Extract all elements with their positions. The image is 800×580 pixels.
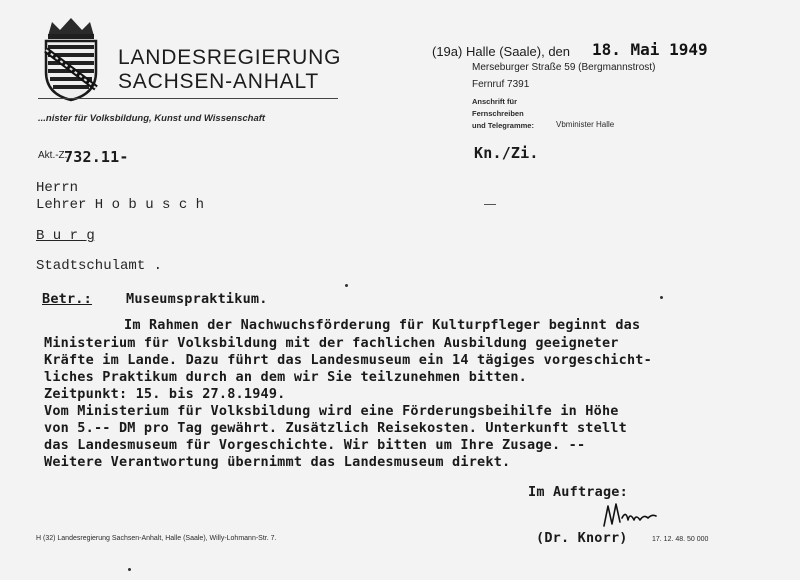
- signer-name: (Dr. Knorr): [536, 530, 628, 546]
- handwritten-signature: [600, 500, 658, 534]
- body-line-2: Ministerium für Volksbildung mit der fachlichen Ausbildung geeigneter: [44, 335, 619, 351]
- phone-number: Fernruf 7391: [472, 79, 530, 90]
- body-line-7: von 5.-- DM pro Tag gewährt. Zusätzlich Reisekosten. Unterkunft stellt: [44, 420, 627, 436]
- recipient-salutation: Herrn: [36, 180, 79, 196]
- street-address: Merseburger Straße 59 (Bergmannstrost): [472, 62, 656, 73]
- file-reference-label: Akt.-Z.: [38, 150, 68, 161]
- file-reference-value: 732.11-: [64, 148, 129, 166]
- place-prefix: (19a) Halle (Saale), den: [432, 44, 571, 59]
- contact-label-3: und Telegramme:: [472, 121, 534, 130]
- letterhead-rule: [38, 98, 338, 99]
- recipient-city: B u r g: [36, 228, 95, 244]
- body-line-9: Weitere Verantwortung übernimmt das Landesmuseum direkt.: [44, 454, 511, 470]
- coat-of-arms-crest: [38, 14, 104, 102]
- ministry-name: ...nister für Volksbildung, Kunst und Wissenschaft: [38, 113, 266, 124]
- recipient-department: Stadtschulamt .: [36, 258, 163, 274]
- printer-imprint: H (32) Landesregierung Sachsen-Anhalt, Halle (Saale), Willy-Lohmann-Str. 7.: [36, 535, 277, 542]
- subject-label: Betr.:: [42, 291, 92, 307]
- contact-label-1: Anschrift für: [472, 97, 517, 106]
- body-line-6: Vom Ministerium für Volksbildung wird eine Förderungsbeihilfe in Höhe: [44, 403, 619, 419]
- body-line-3: Kräfte im Lande. Dazu führt das Landesmuseum ein 14 tägiges vorgeschicht-: [44, 352, 652, 368]
- organization-name-line1: LANDESREGIERUNG: [118, 46, 342, 69]
- body-line-5: Zeitpunkt: 15. bis 27.8.1949.: [44, 386, 286, 402]
- telegram-address: Vbminister Halle: [556, 120, 615, 129]
- reference-initials: Kn./Zi.: [474, 144, 539, 162]
- body-line-4: liches Praktikum durch an dem wir Sie teilzunehmen bitten.: [44, 369, 528, 385]
- ink-speck: [128, 568, 131, 571]
- letter-date: 18. Mai 1949: [592, 40, 708, 59]
- recipient-name: Lehrer H o b u s c h: [36, 197, 205, 213]
- margin-dash: [484, 204, 496, 205]
- ink-speck: [660, 296, 663, 299]
- subject-text: Museumspraktikum.: [126, 291, 268, 307]
- ink-speck: [345, 284, 348, 287]
- by-order-label: Im Auftrage:: [528, 484, 628, 500]
- organization-name-line2: SACHSEN-ANHALT: [118, 70, 320, 93]
- contact-label-2: Fernschreiben: [472, 109, 524, 118]
- body-line-8: das Landesmuseum für Vorgeschichte. Wir bitten um Ihre Zusage. --: [44, 437, 586, 453]
- body-line-1: Im Rahmen der Nachwuchsförderung für Kulturpfleger beginnt das: [124, 317, 641, 333]
- print-run-code: 17. 12. 48. 50 000: [652, 536, 709, 543]
